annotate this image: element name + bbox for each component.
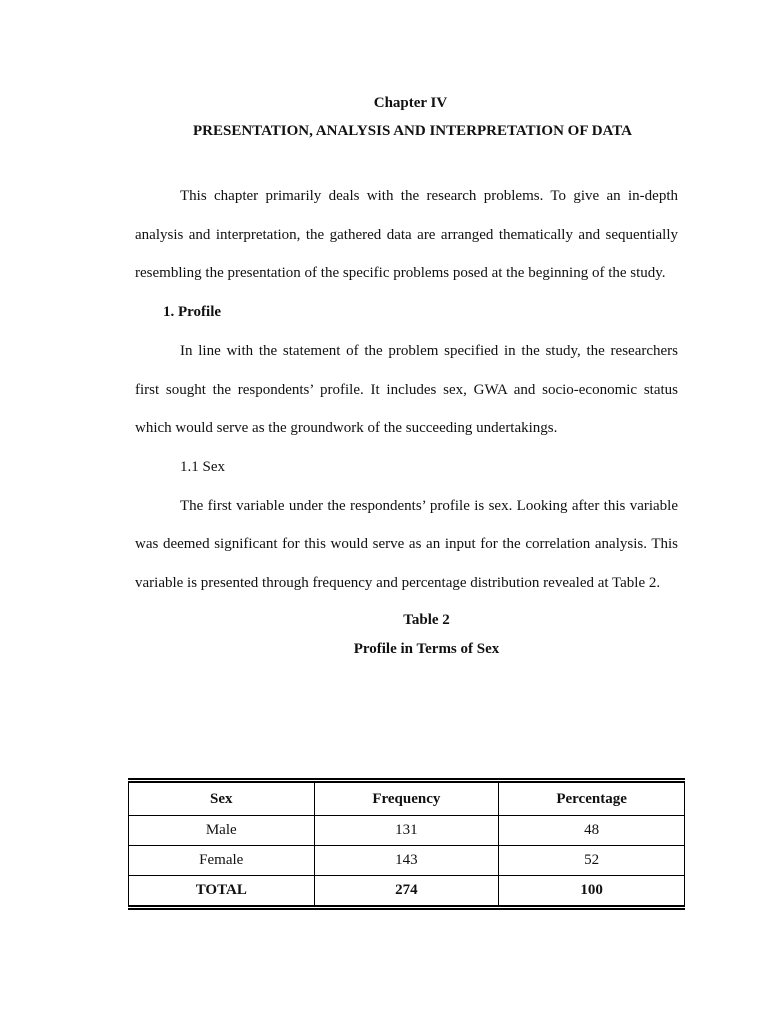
header-frequency: Frequency bbox=[314, 781, 499, 816]
cell-frequency: 143 bbox=[314, 846, 499, 876]
cell-percentage: 48 bbox=[499, 816, 685, 846]
section-heading-profile: 1. Profile bbox=[163, 304, 222, 321]
subsection-heading-sex: 1.1 Sex bbox=[180, 458, 225, 475]
cell-frequency: 131 bbox=[314, 816, 499, 846]
cell-sex: Female bbox=[129, 846, 315, 876]
cell-total-frequency: 274 bbox=[314, 876, 499, 908]
header-percentage: Percentage bbox=[499, 781, 685, 816]
table-label: Table 2 bbox=[403, 611, 450, 628]
sex-paragraph: The first variable under the respondents’ profile is sex. Looking after this variable was deemed significant for this would serve as an input for the correlation analysis. This variable is presented through frequency and percentage distribution revealed at Table 2. bbox=[135, 497, 678, 592]
intro-paragraph: This chapter primarily deals with the research problems. To give an in-depth analysis and interpretation, the gathered data are arranged thematically and sequentially resembling the presentation of the specific problems posed at the beginning of the study. bbox=[135, 188, 678, 282]
profile-sex-table bbox=[128, 778, 685, 910]
document-page bbox=[135, 92, 678, 664]
table-total-row bbox=[129, 876, 685, 908]
cell-sex: Male bbox=[129, 816, 315, 846]
table-row bbox=[129, 816, 685, 846]
profile-paragraph: In line with the statement of the problem specified in the study, the researchers first sought the respondents’ profile. It includes sex, GWA and socio-economic status which would serve as the groundwork of the succeeding undertakings. bbox=[135, 342, 678, 437]
chapter-number: Chapter IV bbox=[373, 95, 448, 111]
table-caption: Profile in Terms of Sex bbox=[353, 640, 500, 657]
cell-total-label: TOTAL bbox=[129, 876, 315, 908]
header-sex: Sex bbox=[129, 781, 315, 816]
table-row bbox=[129, 846, 685, 876]
table-header-row bbox=[129, 781, 685, 816]
chapter-title: PRESENTATION, ANALYSIS AND INTERPRETATION OF DATA bbox=[193, 123, 632, 139]
cell-percentage: 52 bbox=[499, 846, 685, 876]
cell-total-percentage: 100 bbox=[499, 876, 685, 908]
